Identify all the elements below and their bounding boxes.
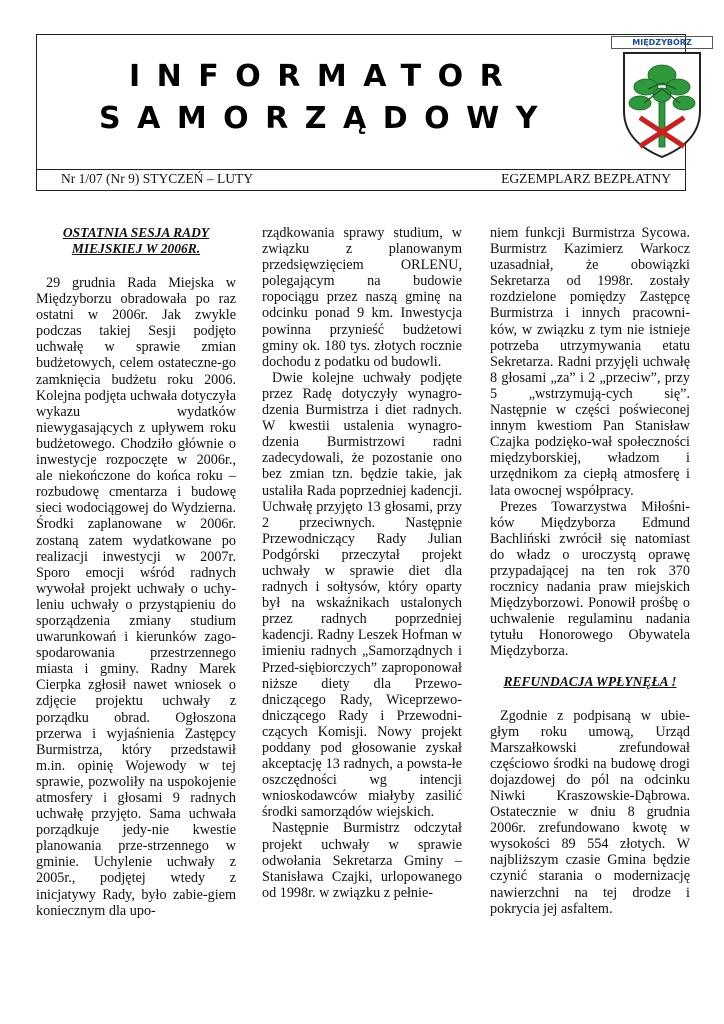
town-crest <box>608 35 718 169</box>
column-2 <box>262 225 462 901</box>
crest-label: MIĘDZYBÓRZ <box>611 36 713 49</box>
session-paragraph-3: Następnie Burmistrz odczytał projekt uchwały w sprawie odwołania Sekretarza Gminy – Stanisława Czajki, urlopowanego od 1998r. w związku z pełnie- <box>262 820 462 901</box>
issue-bar <box>36 169 686 191</box>
session-paragraph-continued: rządkowania sprawy studium, w związku z planowanym przedsięwzięciem ORLENU, polegającym na budowie ropociągu przez naszą gminę na odcinku ponad 9 km. Inwestycja powinna przynieść budżetowi gminy ok. 180 tys. złotych rocznie dochodu z podatku od budowli. <box>262 225 462 370</box>
newsletter-title-line1: INFORMATOR <box>129 59 520 94</box>
session-paragraph-5: Prezes Towarzystwa Miłośni-ków Międzyborza Edmund Bachliński zwrócił się natomiast do władz o uroczystą oprawę przypadającej na ten rok 370 rocznicy nadania praw miejskich Międzyborzowi. Ponowił prośbę o uchwalenie regulaminu nadania tytułu Honorowego Obywatela Międzyborza. <box>490 498 690 660</box>
refund-headline: REFUNDACJA WPŁYNĘŁA ! <box>503 673 677 689</box>
session-headline: OSTATNIA SESJA RADY MIEJSKIEJ W 2006R. <box>62 225 210 256</box>
issue-number: Nr 1/07 (Nr 9) STYCZEŃ – LUTY <box>61 171 253 186</box>
masthead <box>36 34 692 170</box>
session-paragraph-2: Dwie kolejne uchwały podjęte przez Radę dotyczyły wynagro-dzenia Burmistrza i diet radnych. W kwestii ustalenia wynagro-dzenia Burmistrzowi radni zadecydowali, że pozostanie ono bez zmian tzn. będzie takie, jak ustaliła Rada poprzedniej kadencji. Uchwałę przyjęto 13 głosami, przy 2 przeciwnych. Następnie Przewodniczący Rady Julian Podgórski przeczytał projekt uchwały w sprawie diet dla radnych i sołtysów, który oparty był na wskaźnikach ustalonych przez radnych poprzedniej kadencji. Radny Leszek Hofman w imieniu radnych „Samorządnych i Przed-siębiorczych” zaproponował niższe diety dla Przewo-dniczącego Rady, Wiceprzewo-dniczącego Rady i Przewodni-czących Komisji. Nowy projekt poddany pod głosowanie zyskał akceptację 13 radnych, a powsta-łe oszczędności wg intencji wnioskodawców miałyby zasilić środki samorządów wiejskich. <box>262 369 462 821</box>
column-3 <box>490 225 690 917</box>
session-paragraph-4: niem funkcji Burmistrza Sycowa. Burmistrz Kazimierz Warkocz uzasadniał, że obowiązki Sekretarza od 1998r. zostały rozdzielone pomiędzy Zastępcę Burmistrza i innych pracowni-ków, w związku z tym nie istnieje potrzeba utrzymywania etatu Sekretarza. Radni przyjęli uchwałę 8 głosami „za” i 2 „przeciw”, przy 5 „wstrzymują-cych się”. Następnie w części poświeconej innym kwestiom Pan Stanisław Czajka podzięko-wał społeczności międzyborskiej, władzom i urzędnikom za ciepłą atmosferę i lata owocnej współpracy. <box>490 225 690 499</box>
refund-paragraph: Zgodnie z podpisaną w ubie-głym roku umową, Urząd Marszałkowski zrefundował częściowo środki na budowę drogi dojazdowej do pól na odcinku Niwki Kraszowskie-Dąbrowa. Ostatecznie w dniu 8 grudnia 2006r. zrefundowano kwotę w wysokości 89 554 złotych. W najbliższym czasie Gmina będzie czynić starania o modernizację nawierzchni na tej drodze i pokrycia jej asfaltem. <box>490 707 690 917</box>
column-1 <box>36 225 236 919</box>
session-paragraph-1: 29 grudnia Rada Miejska w Międzyborzu obradowała po raz ostatni w 2006r. Jak zwykle podczas takiej Sesji podjęto uchwałę w sprawie zmian budżetowych, celem ostateczne-go zamknięcia budżetu roku 2006. Kolejna podjęta uchwała dotyczyła wykazu wydatków niewygasających z upływem roku budżetowego. Chodziło głównie o inwestycje rozpoczęte w 2006r., ale niekończone do końca roku – rozbudowę cmentarza i budowę sieci wodociągowej do Wydzierna. Środki zaplanowane w 2006r. zostaną zatem wydatkowane po realizacji inwestycji w 2007r. Sporo emocji wśród radnych wywołał projekt uchwały o uchy-leniu uchwały o przystąpieniu do sporządzenia zmiany studium uwarunkowań i kierunków zago-spodarowania przestrzennego miasta i gminy. Radny Marek Cierpka zgłosił nawet wniosek o zdjęcie projektu uchwały z porządku obrad. Ogłoszona przerwa i wyjaśnienia Zastępcy Burmistrza, który przedstawił m.in. opinię Wojewody w tej sprawie, pozwoliły na uspokojenie atmosfery i głosami 9 radnych uchwałę przyjęto. Sama uchwała porządkuje jedy-nie kwestie planowania prze-strzennego w gminie. Uchylenie uchwały z 2005r., podjętej wtedy z inicjatywy Rady, było zabie-giem koniecznym dla upo- <box>36 275 236 919</box>
copy-note: EGZEMPLARZ BEZPŁATNY <box>501 171 671 186</box>
newsletter-title-line2: SAMORZĄDOWY <box>99 101 554 136</box>
crest-shield-icon <box>620 49 704 161</box>
